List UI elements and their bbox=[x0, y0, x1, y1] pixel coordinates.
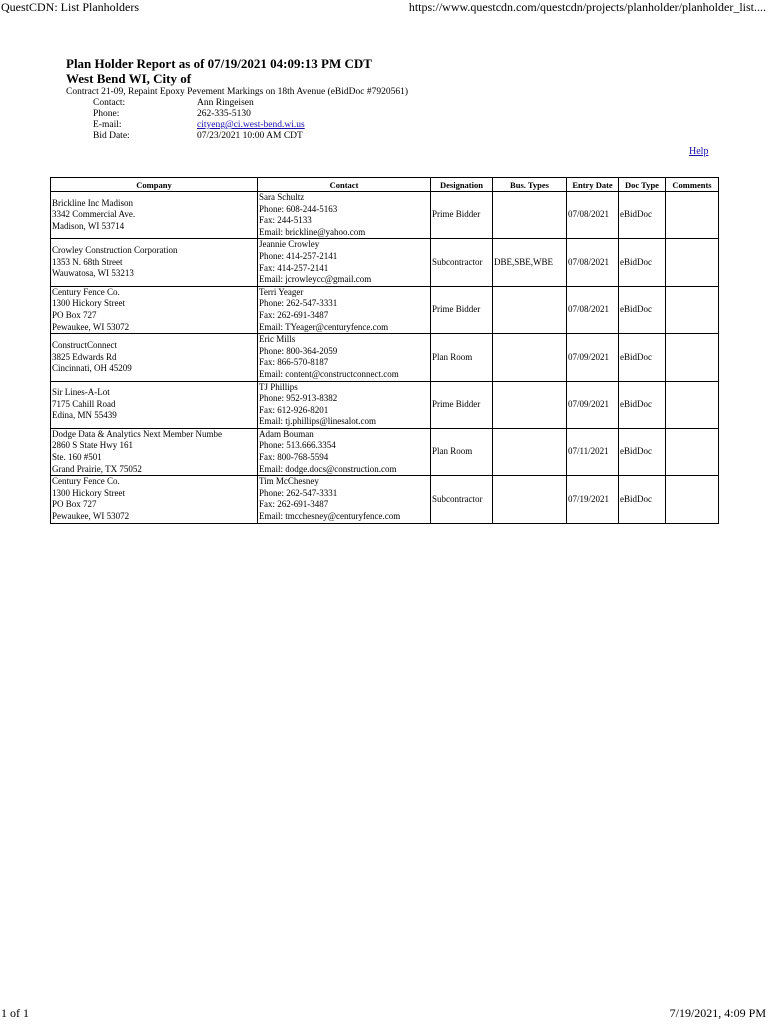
contact-cell bbox=[258, 381, 431, 428]
designation-cell: Prime Bidder bbox=[431, 192, 493, 239]
designation-cell: Prime Bidder bbox=[431, 286, 493, 333]
entry-date-cell: 07/09/2021 bbox=[567, 381, 619, 428]
company-cell-line: PO Box 727 bbox=[52, 499, 97, 510]
info-label: Phone: bbox=[93, 109, 120, 119]
doc-type-cell: eBidDoc bbox=[619, 381, 666, 428]
info-label: Bid Date: bbox=[93, 131, 130, 141]
column-header-contact: Contact bbox=[258, 178, 431, 192]
company-cell-line: Cincinnati, OH 45209 bbox=[52, 363, 132, 374]
table-row bbox=[51, 381, 719, 428]
contact-cell-line: Fax: 612-926-8201 bbox=[259, 404, 329, 415]
contact-cell-line: Email: dodge.docs@construction.com bbox=[259, 463, 397, 474]
doc-type-cell: eBidDoc bbox=[619, 476, 666, 523]
column-header-entry-date: Entry Date bbox=[567, 178, 619, 192]
contact-cell-line: Phone: 262-547-3331 bbox=[259, 298, 338, 309]
contact-cell-line: Email: jcrowleycc@gmail.com bbox=[259, 274, 372, 285]
info-value: Ann Ringeisen bbox=[197, 98, 254, 108]
info-value: 262-335-5130 bbox=[197, 109, 251, 119]
contact-cell-line: Email: tmcchesney@centuryfence.com bbox=[259, 511, 401, 522]
contract-description: Contract 21-09, Repaint Epoxy Pevement Markings on 18th Avenue (eBidDoc #7920561) bbox=[66, 87, 409, 97]
contact-cell bbox=[258, 192, 431, 239]
contact-cell-line: Tim McChesney bbox=[259, 476, 319, 487]
table-header-row bbox=[51, 178, 719, 192]
company-cell-line: Grand Prairie, TX 75052 bbox=[52, 463, 142, 474]
comments-cell bbox=[666, 239, 719, 286]
designation-cell: Subcontractor bbox=[431, 239, 493, 286]
contact-cell-line: Fax: 866-570-8187 bbox=[259, 357, 329, 368]
contact-cell bbox=[258, 334, 431, 381]
column-header-bus-types: Bus. Types bbox=[493, 178, 567, 192]
company-cell-line: PO Box 727 bbox=[52, 309, 97, 320]
comments-cell bbox=[666, 381, 719, 428]
doc-type-cell: eBidDoc bbox=[619, 239, 666, 286]
contact-cell bbox=[258, 286, 431, 333]
info-row-bid-date bbox=[93, 131, 305, 142]
company-cell bbox=[51, 334, 258, 381]
info-value: 07/23/2021 10:00 AM CDT bbox=[197, 131, 303, 141]
bus-types-cell: DBE,SBE,WBE bbox=[493, 239, 567, 286]
report-entity: West Bend WI, City of bbox=[66, 71, 192, 86]
info-row-contact bbox=[93, 98, 305, 109]
entry-date-cell: 07/08/2021 bbox=[567, 192, 619, 239]
table-row bbox=[51, 286, 719, 333]
table-row bbox=[51, 476, 719, 523]
contact-cell-line: Email: content@constructconnect.com bbox=[259, 368, 399, 379]
contact-cell-line: Email: tj.phillips@linesalot.com bbox=[259, 416, 377, 427]
contact-cell bbox=[258, 476, 431, 523]
page-count: 1 of 1 bbox=[1, 1006, 29, 1020]
bus-types-cell bbox=[493, 334, 567, 381]
info-row-email bbox=[93, 120, 305, 131]
table-row bbox=[51, 192, 719, 239]
info-label: E-mail: bbox=[93, 120, 122, 130]
comments-cell bbox=[666, 192, 719, 239]
table-row bbox=[51, 428, 719, 475]
company-cell-line: 7175 Cahill Road bbox=[52, 398, 116, 409]
designation-cell: Plan Room bbox=[431, 334, 493, 381]
contact-cell-line: Phone: 262-547-3331 bbox=[259, 487, 338, 498]
planholder-table bbox=[50, 177, 719, 524]
company-cell-line: Dodge Data & Analytics Next Member Numbe bbox=[52, 428, 222, 439]
contact-cell-line: Jeannie Crowley bbox=[259, 239, 320, 250]
contact-cell-line: Phone: 513.666.3354 bbox=[259, 440, 336, 451]
doc-type-cell: eBidDoc bbox=[619, 334, 666, 381]
entry-date-cell: 07/08/2021 bbox=[567, 286, 619, 333]
company-cell-line: 1353 N. 68th Street bbox=[52, 256, 123, 267]
doc-type-cell: eBidDoc bbox=[619, 286, 666, 333]
table-body bbox=[51, 192, 719, 524]
help-link[interactable]: Help bbox=[689, 146, 709, 157]
company-cell bbox=[51, 476, 258, 523]
company-cell-line: 3342 Commercial Ave. bbox=[52, 209, 136, 220]
contact-cell-line: Fax: 800-768-5594 bbox=[259, 452, 329, 463]
designation-cell: Plan Room bbox=[431, 428, 493, 475]
contact-cell-line: Email: TYeager@centuryfence.com bbox=[259, 321, 389, 332]
print-header-title: QuestCDN: List Planholders bbox=[1, 0, 139, 14]
bus-types-cell bbox=[493, 286, 567, 333]
company-cell-line: Brickline Inc Madison bbox=[52, 197, 133, 208]
designation-cell: Prime Bidder bbox=[431, 381, 493, 428]
doc-type-cell: eBidDoc bbox=[619, 192, 666, 239]
entry-date-cell: 07/08/2021 bbox=[567, 239, 619, 286]
company-cell-line: Pewaukee, WI 53072 bbox=[52, 511, 130, 522]
bus-types-cell bbox=[493, 192, 567, 239]
company-cell-line: Ste. 160 #501 bbox=[52, 452, 102, 463]
bus-types-cell bbox=[493, 428, 567, 475]
company-cell-line: Madison, WI 53714 bbox=[52, 220, 125, 231]
info-row-phone bbox=[93, 109, 305, 120]
designation-cell: Subcontractor bbox=[431, 476, 493, 523]
contact-cell-line: Fax: 262-691-3487 bbox=[259, 499, 329, 510]
company-cell-line: 1300 Hickory Street bbox=[52, 298, 125, 309]
comments-cell bbox=[666, 286, 719, 333]
company-cell-line: Wauwatosa, WI 53213 bbox=[52, 268, 134, 279]
bus-types-cell bbox=[493, 476, 567, 523]
report-title: Plan Holder Report as of 07/19/2021 04:09:13 PM CDT bbox=[66, 56, 372, 71]
info-email-cell bbox=[197, 120, 305, 131]
comments-cell bbox=[666, 428, 719, 475]
company-cell-line: Pewaukee, WI 53072 bbox=[52, 321, 130, 332]
contact-cell bbox=[258, 428, 431, 475]
company-cell-line: Crowley Construction Corporation bbox=[52, 245, 178, 256]
contact-cell-line: Fax: 244-5133 bbox=[259, 215, 312, 226]
contact-cell-line: Phone: 952-913-8382 bbox=[259, 393, 338, 404]
comments-cell bbox=[666, 334, 719, 381]
contact-cell bbox=[258, 239, 431, 286]
contact-cell-line: Terri Yeager bbox=[259, 286, 304, 297]
entry-date-cell: 07/19/2021 bbox=[567, 476, 619, 523]
entry-date-cell: 07/09/2021 bbox=[567, 334, 619, 381]
column-header-company: Company bbox=[51, 178, 258, 192]
comments-cell bbox=[666, 476, 719, 523]
company-cell bbox=[51, 239, 258, 286]
column-header-designation: Designation bbox=[431, 178, 493, 192]
company-cell-line: 1300 Hickory Street bbox=[52, 487, 125, 498]
contact-cell-line: Eric Mills bbox=[259, 334, 296, 345]
bus-types-cell bbox=[493, 381, 567, 428]
contact-cell-line: Email: brickline@yahoo.com bbox=[259, 226, 366, 237]
contact-cell-line: Fax: 262-691-3487 bbox=[259, 309, 329, 320]
doc-type-cell: eBidDoc bbox=[619, 428, 666, 475]
company-cell-line: Century Fence Co. bbox=[52, 286, 120, 297]
contact-cell-line: Fax: 414-257-2141 bbox=[259, 262, 329, 273]
print-timestamp: 7/19/2021, 4:09 PM bbox=[669, 1006, 766, 1020]
company-cell bbox=[51, 381, 258, 428]
company-cell bbox=[51, 286, 258, 333]
company-cell-line: Century Fence Co. bbox=[52, 476, 120, 487]
entry-date-cell: 07/11/2021 bbox=[567, 428, 619, 475]
company-cell bbox=[51, 428, 258, 475]
table-row bbox=[51, 239, 719, 286]
info-label: Contact: bbox=[93, 98, 126, 108]
company-cell-line: Sir Lines-A-Lot bbox=[52, 387, 110, 398]
company-cell-line: Edina, MN 55439 bbox=[52, 410, 117, 421]
column-header-comments: Comments bbox=[666, 178, 719, 192]
company-cell bbox=[51, 192, 258, 239]
company-cell-line: ConstructConnect bbox=[52, 339, 117, 350]
email-link[interactable]: cityeng@ci.west-bend.wi.us bbox=[197, 120, 305, 130]
column-header-doc-type: Doc Type bbox=[619, 178, 666, 192]
company-cell-line: 2860 S State Hwy 161 bbox=[52, 440, 133, 451]
contact-info-table bbox=[93, 98, 305, 142]
table-row bbox=[51, 334, 719, 381]
contact-cell-line: TJ Phillips bbox=[259, 381, 298, 392]
contact-cell-line: Sara Schultz bbox=[259, 192, 305, 202]
print-header-url: https://www.questcdn.com/questcdn/projects/planholder/planholder_list.... bbox=[408, 0, 766, 14]
contact-cell-line: Phone: 414-257-2141 bbox=[259, 250, 338, 261]
contact-cell-line: Phone: 800-364-2059 bbox=[259, 345, 338, 356]
company-cell-line: 3825 Edwards Rd bbox=[52, 351, 117, 362]
contact-cell-line: Adam Bouman bbox=[259, 428, 314, 439]
contact-cell-line: Phone: 608-244-5163 bbox=[259, 203, 338, 214]
